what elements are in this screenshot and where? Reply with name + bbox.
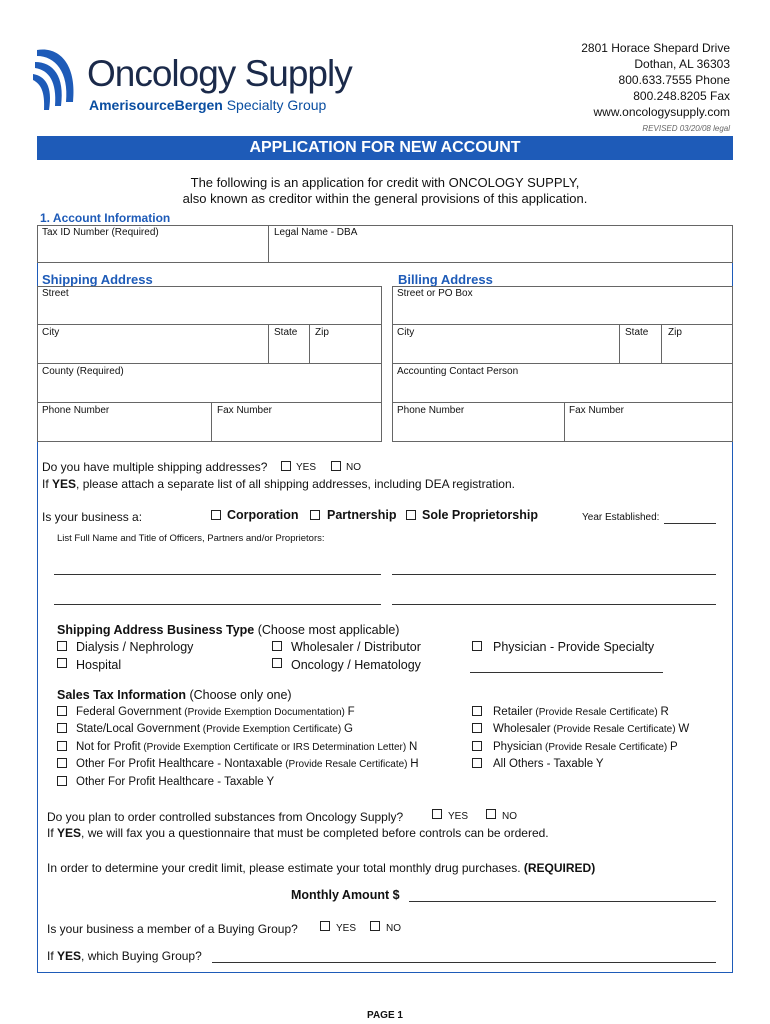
business-type-question: Is your business a: xyxy=(42,510,143,524)
oncology-hematology-label: Oncology / Hematology xyxy=(291,658,421,672)
multi-ship-yes-label: YES xyxy=(296,462,317,473)
oncology-supply-logo-icon xyxy=(33,42,83,112)
sales-tax-title: Sales Tax Information (Choose only one) xyxy=(57,688,292,702)
which-buying-group-line[interactable] xyxy=(212,962,716,963)
officers-label: List Full Name and Title of Officers, Partners and/or Proprietors: xyxy=(57,533,325,544)
intro-line-2: also known as creditor within the general provisions of this application. xyxy=(182,191,588,206)
partnership-checkbox[interactable] xyxy=(310,510,320,520)
state-local-government-label: State/Local Government (Provide Exemption Certificate) G xyxy=(76,723,353,735)
multi-ship-yes-checkbox[interactable] xyxy=(281,461,291,471)
wholesaler-tax-label: Wholesaler (Provide Resale Certificate) W xyxy=(493,723,690,735)
billing-state-label: State xyxy=(625,327,649,338)
billing-phone-label: Phone Number xyxy=(397,405,465,416)
buying-group-yes-label: YES xyxy=(336,923,357,934)
shipping-street-label: Street xyxy=(42,288,69,299)
ship-type-title: Shipping Address Business Type (Choose most applicable) xyxy=(57,623,400,637)
shipping-street-field[interactable] xyxy=(37,286,382,325)
physician-specialty-label: Physician - Provide Specialty xyxy=(493,640,655,654)
multi-ship-note: If YES, please attach a separate list of all shipping addresses, including DEA registration. xyxy=(42,477,515,491)
billing-city-field[interactable] xyxy=(392,324,620,364)
for-profit-taxable-label: Other For Profit Healthcare - Taxable Y xyxy=(76,776,275,788)
officers-line-2[interactable] xyxy=(392,574,716,575)
dialysis-label: Dialysis / Nephrology xyxy=(76,640,194,654)
billing-zip-label: Zip xyxy=(668,327,682,338)
physician-tax-checkbox[interactable] xyxy=(472,741,482,751)
physician-tax-label: Physician (Provide Resale Certificate) P xyxy=(493,741,678,753)
wholesaler-distributor-label: Wholesaler / Distributor xyxy=(291,640,421,654)
billing-fax-label: Fax Number xyxy=(569,405,625,416)
officers-line-1[interactable] xyxy=(54,574,381,575)
for-profit-nontaxable-checkbox[interactable] xyxy=(57,758,67,768)
shipping-county-label: County (Required) xyxy=(42,366,124,377)
corporation-label: Corporation xyxy=(227,508,299,522)
hospital-checkbox[interactable] xyxy=(57,658,67,668)
corporation-checkbox[interactable] xyxy=(211,510,221,520)
website-line: www.oncologysupply.com xyxy=(593,105,730,119)
billing-address-title: Billing Address xyxy=(398,272,493,287)
partnership-label: Partnership xyxy=(327,508,397,522)
logo-subtitle: AmerisourceBergen Specialty Group xyxy=(89,97,327,113)
controlled-no-checkbox[interactable] xyxy=(486,809,496,819)
federal-government-label: Federal Government (Provide Exemption Documentation) F xyxy=(76,706,355,718)
monthly-amount-line[interactable] xyxy=(409,901,716,902)
phone-line: 800.633.7555 Phone xyxy=(618,73,730,87)
shipping-address-title: Shipping Address xyxy=(42,272,153,287)
intro-line-1: The following is an application for credit with ONCOLOGY SUPPLY, xyxy=(190,175,580,190)
monthly-amount-label: Monthly Amount $ xyxy=(291,888,400,902)
billing-street-label: Street or PO Box xyxy=(397,288,473,299)
revised-note: REVISED 03/20/08 legal xyxy=(642,124,730,133)
wholesaler-tax-checkbox[interactable] xyxy=(472,723,482,733)
multi-ship-no-label: NO xyxy=(346,462,361,473)
hospital-label: Hospital xyxy=(76,658,122,672)
billing-city-label: City xyxy=(397,327,415,338)
legal-name-label: Legal Name - DBA xyxy=(274,227,358,238)
controlled-no-label: NO xyxy=(502,811,517,822)
page-number: PAGE 1 xyxy=(367,1010,403,1021)
shipping-state-label: State xyxy=(274,327,298,338)
multi-ship-no-checkbox[interactable] xyxy=(331,461,341,471)
shipping-fax-label: Fax Number xyxy=(217,405,273,416)
for-profit-taxable-checkbox[interactable] xyxy=(57,776,67,786)
controlled-yes-checkbox[interactable] xyxy=(432,809,442,819)
not-for-profit-label: Not for Profit (Provide Exemption Certificate or IRS Determination Letter) N xyxy=(76,741,418,753)
retailer-label: Retailer (Provide Resale Certificate) R xyxy=(493,706,669,718)
address-line-2: Dothan, AL 36303 xyxy=(634,57,730,71)
billing-contact-label: Accounting Contact Person xyxy=(397,366,519,377)
retailer-checkbox[interactable] xyxy=(472,706,482,716)
buying-group-no-label: NO xyxy=(386,923,401,934)
federal-government-checkbox[interactable] xyxy=(57,706,67,716)
oncology-hematology-checkbox[interactable] xyxy=(272,658,282,668)
buying-group-question: Is your business a member of a Buying Group? xyxy=(47,922,298,936)
physician-specialty-checkbox[interactable] xyxy=(472,641,482,651)
dialysis-checkbox[interactable] xyxy=(57,641,67,651)
sole-proprietorship-label: Sole Proprietorship xyxy=(422,508,538,522)
account-info-title: 1. Account Information xyxy=(40,211,171,225)
shipping-city-field[interactable] xyxy=(37,324,269,364)
physician-specialty-line[interactable] xyxy=(470,672,663,673)
buying-group-no-checkbox[interactable] xyxy=(370,921,380,931)
credit-limit-text: In order to determine your credit limit, please estimate your total monthly drug purchases. (REQUIRED) xyxy=(47,861,596,875)
officers-line-3[interactable] xyxy=(54,604,381,605)
not-for-profit-checkbox[interactable] xyxy=(57,741,67,751)
which-buying-group-label: If YES, which Buying Group? xyxy=(47,949,202,963)
buying-group-yes-checkbox[interactable] xyxy=(320,921,330,931)
controlled-yes-label: YES xyxy=(448,811,469,822)
address-line-1: 2801 Horace Shepard Drive xyxy=(581,41,730,55)
year-established-line[interactable] xyxy=(664,523,716,524)
wholesaler-distributor-checkbox[interactable] xyxy=(272,641,282,651)
all-others-taxable-label: All Others - Taxable Y xyxy=(493,758,604,770)
officers-line-4[interactable] xyxy=(392,604,716,605)
all-others-taxable-checkbox[interactable] xyxy=(472,758,482,768)
year-established-label: Year Established: xyxy=(582,512,660,523)
form-title-banner: APPLICATION FOR NEW ACCOUNT xyxy=(37,136,733,160)
controlled-note: If YES, we will fax you a questionnaire that must be completed before controls can be ordered. xyxy=(47,826,549,840)
controlled-question: Do you plan to order controlled substances from Oncology Supply? xyxy=(47,810,404,824)
logo-wordmark: Oncology Supply xyxy=(87,53,352,94)
tax-id-label: Tax ID Number (Required) xyxy=(42,227,159,238)
sole-proprietorship-checkbox[interactable] xyxy=(406,510,416,520)
state-local-government-checkbox[interactable] xyxy=(57,723,67,733)
shipping-zip-label: Zip xyxy=(315,327,329,338)
fax-line: 800.248.8205 Fax xyxy=(633,89,730,103)
shipping-phone-label: Phone Number xyxy=(42,405,110,416)
multi-ship-question: Do you have multiple shipping addresses? xyxy=(42,460,268,474)
shipping-city-label: City xyxy=(42,327,60,338)
for-profit-nontaxable-label: Other For Profit Healthcare - Nontaxable (Provide Resale Certificate) H xyxy=(76,758,419,770)
